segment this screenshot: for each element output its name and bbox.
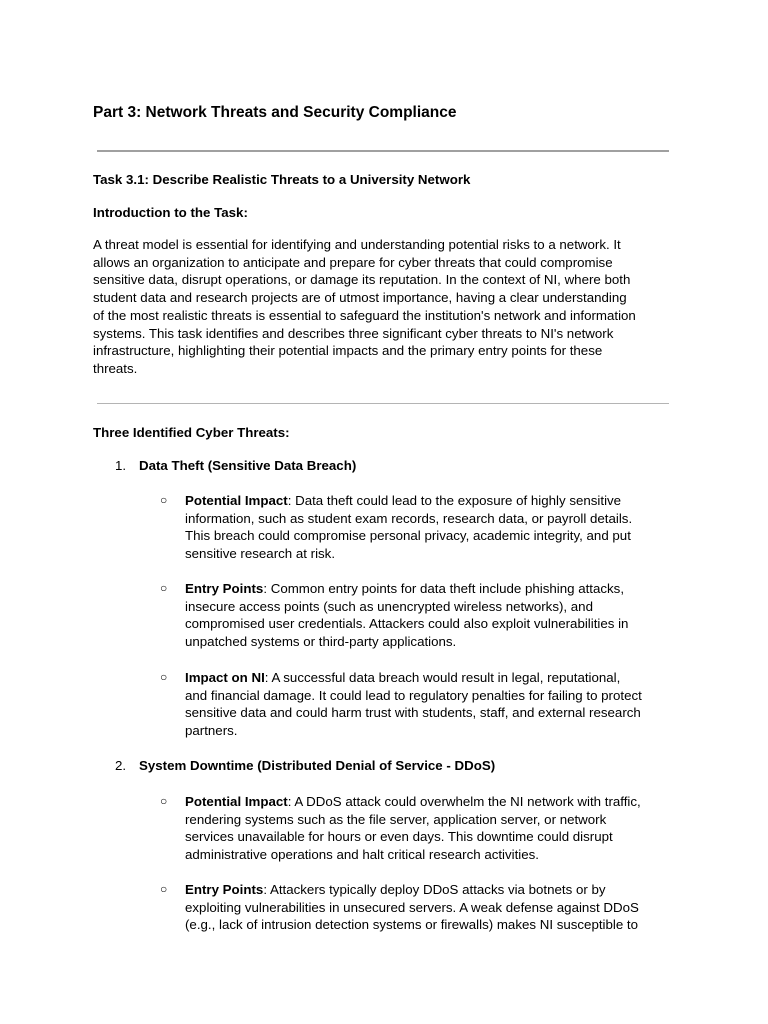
bullet-label: Entry Points: [185, 581, 264, 596]
hollow-circle-bullet-icon: ○: [160, 882, 168, 896]
bullet-text: [185, 793, 685, 864]
hollow-circle-bullet-icon: ○: [160, 670, 168, 684]
bullet-first-line: : Common entry points for data theft include phishing attacks,: [263, 581, 625, 596]
bullet-line: services unavailable for hours or even days. This downtime could disrupt: [185, 829, 613, 845]
bullet-line: compromised user credentials. Attackers could also exploit vulnerabilities in: [185, 616, 629, 632]
task-title: Task 3.1: Describe Realistic Threats to a University Network: [93, 172, 471, 187]
bullet-line: sensitive data and could harm trust with students, staff, and external research: [185, 705, 641, 721]
intro-heading: Introduction to the Task:: [93, 205, 248, 220]
bullet-line: rendering systems such as the file server, application server, or network: [185, 811, 607, 827]
bullet-line: sensitive research at risk.: [185, 546, 336, 562]
bullet-line: and financial damage. It could lead to regulatory penalties for failing to protect: [185, 687, 642, 703]
horizontal-divider: [97, 150, 669, 152]
bullet-first-line: : A DDoS attack could overwhelm the NI network with traffic,: [287, 794, 641, 809]
intro-line: A threat model is essential for identifying and understanding potential risks to a network. It: [93, 237, 621, 252]
intro-line: systems. This task identifies and describes three significant cyber threats to NI's network: [93, 325, 614, 341]
threat-title: Data Theft (Sensitive Data Breach): [139, 458, 357, 473]
bullet-line: information, such as student exam records, research data, or payroll details.: [185, 510, 633, 526]
intro-line: of the most realistic threats is essential to safeguard the institution's network and information: [93, 307, 636, 323]
intro-line: student data and research projects are of utmost importance, having a clear understanding: [93, 290, 627, 306]
bullet-line: (e.g., lack of intrusion detection systems or firewalls) makes NI susceptible to: [185, 917, 639, 933]
bullet-line: administrative operations and halt critical research activities.: [185, 847, 540, 863]
bullet-text: [185, 881, 685, 934]
bullet-line: insecure access points (such as unencrypted wireless networks), and: [185, 598, 593, 614]
item-number: 2.: [115, 758, 127, 773]
bullet-text: [185, 669, 685, 740]
intro-line: allows an organization to anticipate and prepare for cyber threats that could compromise: [93, 254, 613, 270]
bullet-line: partners.: [185, 723, 238, 739]
threat-title: System Downtime (Distributed Denial of Service - DDoS): [139, 758, 496, 773]
bullet-first-line: : Attackers typically deploy DDoS attacks via botnets or by: [263, 882, 606, 897]
hollow-circle-bullet-icon: ○: [160, 493, 168, 507]
bullet-label: Potential Impact: [185, 794, 288, 809]
intro-paragraph: [93, 236, 678, 378]
threats-heading: Three Identified Cyber Threats:: [93, 425, 290, 440]
bullet-line: exploiting vulnerabilities in unsecured servers. A weak defense against DDoS: [185, 899, 639, 915]
bullet-line: This breach could compromise personal privacy, academic integrity, and put: [185, 528, 631, 544]
numbered-item-2: [115, 758, 495, 773]
numbered-item-1: [115, 458, 356, 473]
horizontal-divider: [97, 403, 669, 404]
intro-line: threats.: [93, 360, 138, 376]
bullet-label: Impact on NI: [185, 670, 265, 685]
bullet-label: Entry Points: [185, 882, 264, 897]
bullet-text: [185, 492, 685, 563]
bullet-text: [185, 580, 685, 651]
hollow-circle-bullet-icon: ○: [160, 581, 168, 595]
intro-line: infrastructure, highlighting their potential impacts and the primary entry points for these: [93, 343, 603, 359]
bullet-first-line: : A successful data breach would result in legal, reputational,: [264, 670, 621, 685]
hollow-circle-bullet-icon: ○: [160, 794, 168, 808]
intro-line: sensitive data, disrupt operations, or damage its reputation. In the context of NI, where both: [93, 272, 631, 288]
page-title: Part 3: Network Threats and Security Compliance: [93, 104, 457, 121]
item-number: 1.: [115, 458, 127, 473]
bullet-line: unpatched systems or third-party applications.: [185, 634, 457, 650]
bullet-label: Potential Impact: [185, 493, 288, 508]
bullet-first-line: : Data theft could lead to the exposure of highly sensitive: [287, 493, 622, 508]
